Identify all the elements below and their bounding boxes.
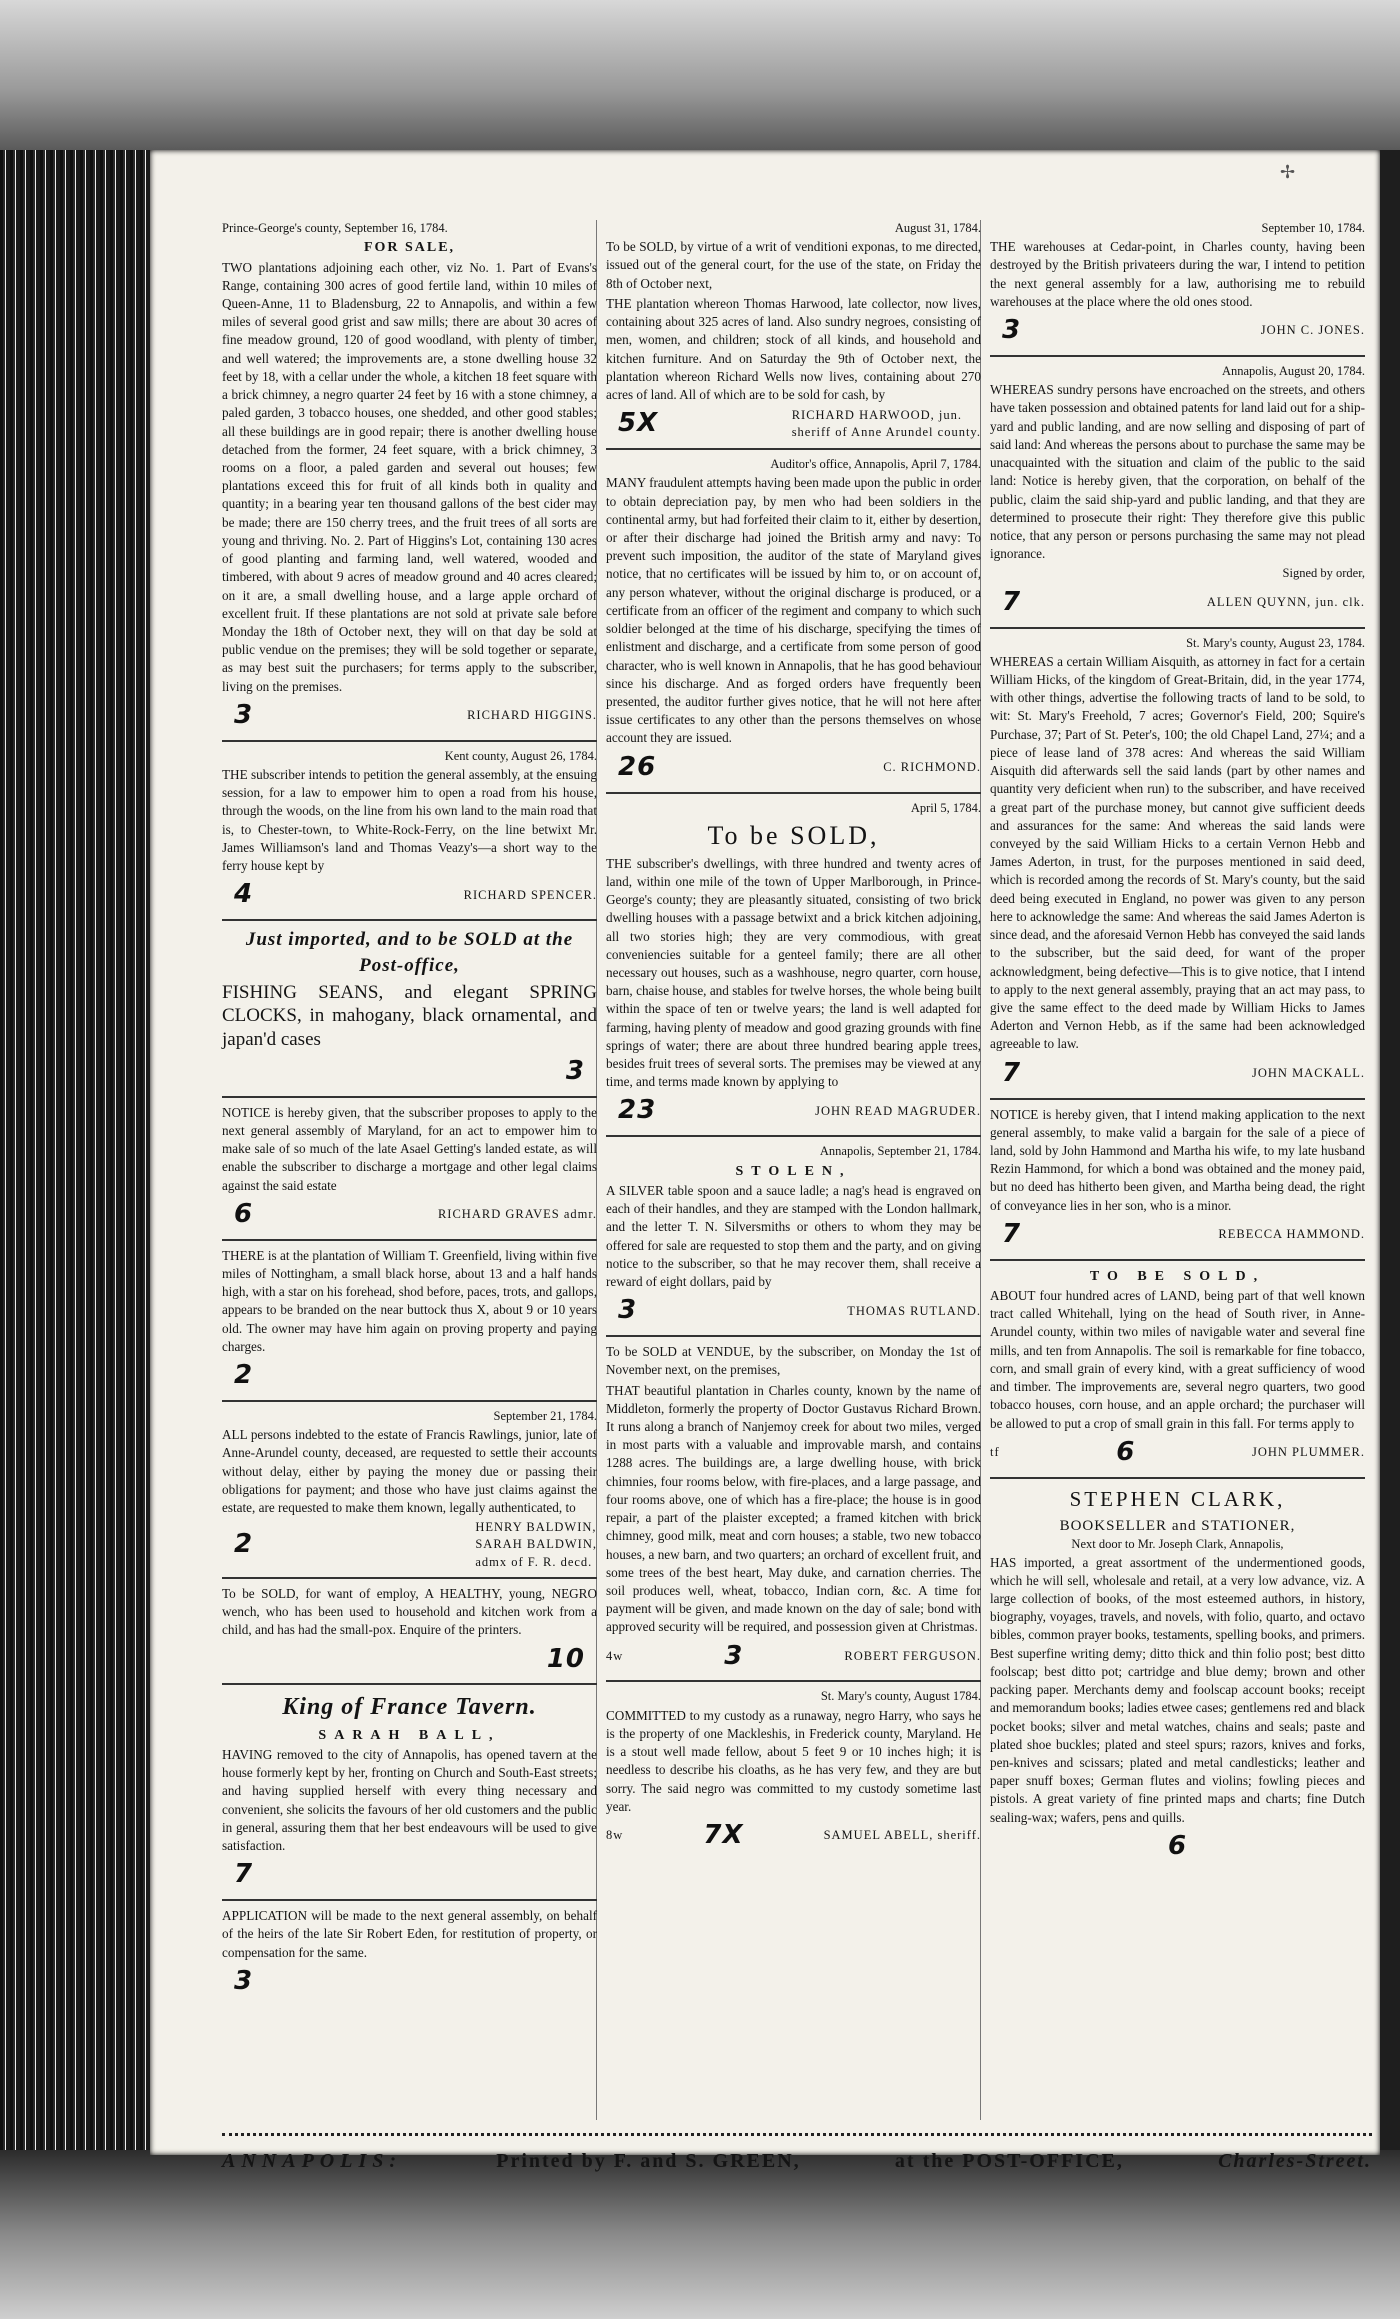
- ad-heading: STOLEN,: [735, 1163, 852, 1179]
- ad-abell: [606, 1688, 981, 1859]
- handwritten-mark: 23: [618, 1095, 657, 1126]
- ad-plummer: [990, 1267, 1365, 1479]
- ad-body: THE subscriber's dwellings, with three hundred and twenty acres of land, within one mile of the town of Upper Marlborough, in Prince-George's county; they are pleasantly situated, consisting of two brick dwelling houses with a passage betwixt and a brick kitchen adjoining, all two stories high; they are very commodious, with great conveniencies suitable for a genteel family; there are all other necessary out houses, such as a washhouse, negro quarter, corn house, barn, chaise house, and stables for twelve horses, the whole being built within the space of ten or twelve years; the land is well adapted for farming, having plenty of meadow and good grazing grounds with fine springs of water; there are about three hundred bearing apple trees, besides fruit trees of several sorts. The premises may be viewed at any time, and terms made known by applying to: [606, 855, 981, 1090]
- signature: JOHN PLUMMER.: [1251, 1445, 1365, 1460]
- signature: REBECCA HAMMOND.: [1218, 1227, 1365, 1242]
- dateline: August 31, 1784.: [894, 221, 981, 235]
- ad-body: COMMITTED to my custody as a runaway, negro Harry, who says he is the property of one Mackleshis, in Frederick county, Maryland. He is a stout well made fellow, about 5 feet 9 or 10 inches high; it is needless to describe his cloaths, as he has very few, and they are but sorry. The said negro was committed to my custody sometime last year.: [606, 1707, 981, 1814]
- book-spine: [0, 150, 150, 2170]
- ad-higgins: [222, 220, 597, 742]
- handwritten-mark: 7X: [703, 1820, 744, 1851]
- handwritten-mark: 3: [618, 1295, 638, 1326]
- ad-hammond: [990, 1106, 1365, 1261]
- signature: RICHARD GRAVES admr.: [437, 1207, 597, 1222]
- ad-spencer: [222, 748, 597, 921]
- signature: SARAH BALDWIN,: [475, 1537, 597, 1552]
- ad-clark: [990, 1485, 1365, 1871]
- ad-body: THAT beautiful plantation in Charles county, known by the name of Middleton, formerly the property of Doctor Gustavus Richard Brown. It runs along a branch of Nanjemoy creek for about two miles, verged in most parts with a valuable and improvable marsh, and contains 1288 acres. The buildings are, a large dwelling house, with brick chimnies, four rooms below, with fire-places, and a large passage, and four rooms above, one of which has a fire-place; the house is in good repair, a part of the plaister excepted; a framed kitchen with brick chimney, good milk, meat and corn houses; a stable, two new tobacco houses, a new barn, and two quarters; an orchard of excellent fruit, and some trees of the best heart, May duke, and carnation cherries. The soil produces well, wheat, tobacco, Indian corn, &c. A time for payment will be given, and made known on the day of sale; bond with approved security will be required, and possession given at Christmas.: [606, 1382, 981, 1635]
- ad-address: Next door to Mr. Joseph Clark, Annapolis,: [1071, 1537, 1284, 1552]
- ad-body: THERE is at the plantation of William T. Greenfield, living within five miles of Nottingham, a small black horse, about 13 and a half hands high, with a star on his forehead, shod before, paces, trots, and gallops, appears to be branded on the near buttock thus X, about 9 or 10 years old. The owner may have him again on proving property and paying charges.: [222, 1247, 597, 1354]
- ad-graves: [222, 1104, 597, 1241]
- imprint-footer: [222, 2150, 1372, 2173]
- ad-magruder: [606, 800, 981, 1138]
- footer-place: ANNAPOLIS:: [222, 2150, 403, 2172]
- ad-heading: To be SOLD,: [707, 820, 880, 850]
- ad-eden: [222, 1907, 597, 2006]
- ad-body: To be SOLD at VENDUE, by the subscriber, on Monday the 1st of November next, on the premises,: [606, 1344, 981, 1378]
- footer-location: at the POST-OFFICE,: [894, 2150, 1124, 2172]
- ad-body: To be SOLD, by virtue of a writ of venditioni exponas, to me directed, issued out of the general court, for the use of the state, on Friday the 8th of October next,: [606, 239, 981, 291]
- dateline: Annapolis, August 20, 1784.: [1221, 364, 1365, 378]
- signature: JOHN READ MAGRUDER.: [815, 1103, 981, 1118]
- ad-auditor: [606, 456, 981, 793]
- ad-body: APPLICATION will be made to the next general assembly, on behalf of the heirs of the late Sir Robert Eden, for restitution of property, or compensation for the same.: [222, 1908, 597, 1960]
- ad-heading: King of France Tavern.: [282, 1694, 537, 1721]
- handwritten-mark: 7: [1002, 1218, 1022, 1249]
- signature: sheriff of Anne Arundel county.: [791, 425, 981, 440]
- ad-baldwin: [222, 1408, 597, 1579]
- ad-heading: Just imported, and to be SOLD at the Post-office,: [245, 929, 574, 977]
- dateline: Kent county, August 26, 1784.: [444, 748, 597, 763]
- newspaper-page: [150, 150, 1380, 2172]
- ad-ferguson: [606, 1343, 981, 1682]
- signature: RICHARD HARWOOD, jun.: [791, 407, 962, 422]
- ad-mackall: [990, 635, 1365, 1100]
- signature: admx of F. R. decd.: [475, 1554, 593, 1569]
- dateline: St. Mary's county, August 23, 1784.: [1186, 635, 1365, 650]
- dateline: Annapolis, September 21, 1784.: [819, 1144, 981, 1159]
- dateline: Prince-George's county, September 16, 1784.: [222, 221, 448, 235]
- handwritten-mark: 3: [234, 1965, 254, 1996]
- ad-quynn: [990, 363, 1365, 629]
- ad-body: ABOUT four hundred acres of LAND, being part of that well known tract called Whitehall, lying on the head of South river, in Anne-Arundel county, within two miles of navigable water and several fine mills, and ten from Annapolis. The soil is remarkable for fine tobacco, corn, and small grain of every kind, with a great sufficiency of wood and timber. The improvements are, several negro quarters, two good tobacco houses, corn house, and an apple orchard; the purchaser will be allowed to put a crop of small grain in this fall. For terms apply to: [990, 1288, 1365, 1431]
- ad-body: HAS imported, a great assortment of the undermentioned goods, which he will sell, wholesale and retail, at a very low advance, viz. A large collection of books, of the most esteemed authors, in history, biography, voyages, travels, and novels, with folio, quarto, and octavo bibles, common prayer books, testaments, spelling books, and primers. Best superfine writing demy; ditto thick and thin folio post; best ditto foolscap; best ditto pot; cartridge and blue demy; brown and other packing paper. Merchants demy and foolscap account books; receipt and memorandum books; ladies etwee cases; gentlemens red and black pocket books; silver and metal watches, chains and seals; paste and plated shoe buckles; plated and steel spurs; razors, knives and forks, pen-knives and scissars; plated and metal candlesticks; leather and paper snuff boxes; German flutes and violins; fowling pieces and pistols. A great variety of fine printed maps and charts; fine Dutch sealing-wax; wafers, pens and quills.: [990, 1554, 1365, 1825]
- handwritten-mark: 4: [234, 879, 254, 910]
- signature: RICHARD HIGGINS.: [467, 708, 597, 723]
- ad-body: THE warehouses at Cedar-point, in Charles county, having been destroyed by the British privateers during the war, I intend to petition the next general assembly for a law, authorising me to rebuild warehouses at the place where the old ones stood.: [990, 239, 1365, 309]
- handwritten-mark: 7: [1002, 1057, 1022, 1088]
- ad-body: WHEREAS sundry persons have encroached on the streets, and others have taken possession and obtained patents for land laid out for a ship-yard and public landing, and are now selling and disposing of part of said land: And whereas the persons about to purchase the same may be unacquainted with the situation and claim of the public to the said land: Notice is hereby given, that the corporation, on behalf of the public, claim the said ship-yard and public landing, and that they are determined to prosecute their right: They therefore give this public notice, that any person or persons purchasing the same may not plead ignorance.: [990, 382, 1365, 562]
- handwritten-mark: 7: [1002, 586, 1022, 617]
- signature: C. RICHMOND.: [883, 759, 981, 774]
- signature: HENRY BALDWIN,: [475, 1520, 597, 1535]
- column-2: [606, 220, 981, 1866]
- footer-rule: [222, 2133, 1372, 2136]
- ad-body: WHEREAS a certain William Aisquith, as attorney in fact for a certain William Hicks, of the kingdom of Great-Britain, did, in the year 1774, with other things, advertise the following tracts of land to be sold, to wit: St. Mary's Freehold, 7 acres; Governor's Field, 200; Squire's Purchase, 37; Part of St. Peter's, 100; the old Chapel Land, 27¼; and a piece of lease land of 378 acres: And whereas the said William Aisquith did afterwards sell the said lands (part by other names and quantity very deficient when run) to the subscriber, and have received a great part of the purchase money, but cannot give sufficient deeds and assurances for the same: And whereas the said lands were conveyed by the said William Hicks to a certain Vernon Hebb and James Aderton, in trust, for the purposes mentioned in said deed, which is recorded among the records of St. Mary's county, but the said deed being executed in England, no power was given to any person here to acknowledge the same: And whereas the said James Aderton is since dead, and the aforesaid Vernon Hebb has conveyed the said lands to the subscriber, but the said deed, for want of the proper acknowledgment, being defective—This is to give notice, that I intend to apply to the next general assembly, praying that an act may pass, to give the same effect to the deed made by William Hicks to James Aderton and Vernon Hebb, as if the same had been acknowledged agreeable to law.: [990, 653, 1365, 1052]
- dateline: September 10, 1784.: [1261, 221, 1365, 235]
- ad-post-office: [222, 927, 597, 1098]
- ad-body: To be SOLD, for want of employ, A HEALTHY, young, NEGRO wench, who has been used to household and kitchen work from a child, and has had the small-pox. Enquire of the printers.: [222, 1585, 597, 1638]
- signed-by-order: Signed by order,: [1282, 566, 1365, 581]
- ad-body: NOTICE is hereby given, that I intend making application to the next general assembly, to make valid a bargain for the sale of a piece of land, sold by John Hammond and Martha his wife, to my late husband Rezin Hammond, for which a bond was obtained and the money paid, but no deed has hitherto been given, and Martha being dead, the right of conveyance lies in her son, who is a minor.: [990, 1106, 1365, 1213]
- ad-heading: STEPHEN CLARK,: [1069, 1486, 1286, 1511]
- signature: ALLEN QUYNN, jun. clk.: [1206, 595, 1365, 609]
- signature: ROBERT FERGUSON.: [844, 1648, 981, 1663]
- signature: RICHARD SPENCER.: [463, 887, 597, 902]
- ad-body: THE subscriber intends to petition the general assembly, at the ensuing session, for a law to empower him to open a road from his house, through the woods, on the line from his own land to the main road that is, to Chester-town, to White-Rock-Ferry, on the line betwixt Mr. James Williamson's land and Thomas Veazy's—a short way to the ferry house kept by: [222, 766, 597, 874]
- ad-harwood: [606, 220, 981, 450]
- ad-subheading: BOOKSELLER and STATIONER,: [1059, 1517, 1296, 1534]
- signature: THOMAS RUTLAND.: [847, 1303, 981, 1318]
- ad-body: HAVING removed to the city of Annapolis, has opened tavern at the house formerly kept by her, fronting on Church and South-East streets; and having supplied herself with every thing necessary and convenient, she solicits the favours of her old customers and the public in general, assuring them that her best endeavours will be used to give satisfaction.: [222, 1746, 597, 1853]
- dateline: April 5, 1784.: [910, 800, 981, 815]
- ad-negro-wench: [222, 1585, 597, 1686]
- ad-body: THE plantation whereon Thomas Harwood, late collector, now lives, containing about 325 acres of land. Also sundry negroes, consisting of men, women, and children; stock of all kinds, and household and kitchen furniture. And on Saturday the 9th of October next, the plantation whereon Richard Wells now lives, containing about 270 acres of land. All of which are to be sold for cash, by: [606, 295, 981, 402]
- background-bottom: [0, 2150, 1400, 2319]
- footer-street: Charles-Street.: [1218, 2150, 1372, 2172]
- handwritten-mark: 3: [565, 1055, 585, 1086]
- handwritten-mark: 26: [618, 751, 657, 782]
- ad-tavern: [222, 1691, 597, 1901]
- column-3: [990, 220, 1365, 1877]
- handwritten-mark: 6: [234, 1198, 254, 1229]
- handwritten-mark: 3: [1002, 315, 1022, 346]
- insertion-code: tf: [990, 1445, 1000, 1460]
- page-edge: [1380, 150, 1400, 2170]
- insertion-code: 8w: [606, 1828, 624, 1843]
- handwritten-mark: 2: [234, 1359, 254, 1390]
- handwritten-mark: 5X: [618, 408, 659, 439]
- handwritten-mark: 7: [234, 1859, 254, 1890]
- ad-body: NOTICE is hereby given, that the subscriber proposes to apply to the next general assembly of Maryland, for an act to empower him to make sale of so much of the late Asael Getting's landed estate, as will enable the subscriber to discharge a mortgage and other legal claims against the said estate: [222, 1104, 597, 1193]
- dateline: Auditor's office, Annapolis, April 7, 1784.: [770, 457, 981, 472]
- signature: JOHN C. JONES.: [1260, 323, 1365, 338]
- ad-subheading: SARAH BALL,: [318, 1727, 501, 1743]
- ad-body: A SILVER table spoon and a sauce ladle; a nag's head is engraved on each of their handles, and they are stamped with the London hallmark, and the letter T. N. Silversmiths or others to whom they may be offered for sale are requested to stop them and the party, and on giving notice to the subscriber, so that he may recover them, shall receive a reward of eight dollars, paid by: [606, 1182, 981, 1289]
- ad-body: ALL persons indebted to the estate of Francis Rawlings, junior, late of Anne-Arundel county, deceased, are requested to settle their accounts without delay, either by paying the money due or passing their obligations for payment; and those who have just claims against the estate, are requested to make them known, legally authenticated, to: [222, 1427, 597, 1515]
- ad-jones: [990, 220, 1365, 357]
- column-1: [222, 220, 597, 2012]
- ad-body: MANY fraudulent attempts having been made upon the public in order to obtain depreciation pay, by men who had been soldiers in the continental army, but had forfeited their claim to it, either by desertion, or after their discharge had joined the British army and navy: To prevent such imposition, the auditor of the state of Maryland gives notice, that no certificates will be issued by him to, or on account of, any person whatever, without the original discharge is produced, or a certificate from an officer of the regiment and company to which such soldier belonged at the time of his discharge, specifying the times of enlistment and discharge, and a certificate from some person of good character, who is well known in Annapolis, that he has good behaviour since his discharge. And as forged orders have frequently been presented, the auditor further gives notice, that he will not here after issue certificates to any other than the persons themselves on whose account they are issued.: [606, 475, 981, 746]
- handwritten-mark: 3: [724, 1640, 744, 1671]
- handwritten-mark: 10: [546, 1643, 585, 1674]
- signature: JOHN MACKALL.: [1252, 1065, 1365, 1080]
- ad-stray-horse: [222, 1247, 597, 1402]
- handwritten-mark: 6: [1167, 1830, 1188, 1861]
- footer-printer: Printed by F. and S. GREEN,: [496, 2150, 801, 2172]
- ad-heading: FOR SALE,: [363, 240, 456, 256]
- ad-body: TWO plantations adjoining each other, viz No. 1. Part of Evans's Range, containing 300 acres of good fertile land, within 10 miles of Queen-Anne, 11 to Bladensburg, 22 to Annapolis, and within a few miles of several good grist and saw mills; there are about 30 acres of fine meadow ground, 120 of good woodland, with plenty of timber, and well watered; the improvements are, a stone dwelling house 32 feet by 18, with a cellar under the whole, a kitchen 18 feet square with a brick chimney, a negro quarter 24 feet by 16 with a stone chimney, a paled garden, 3 tobacco houses, one shedded, and other good stables; all these buildings are in good repair; there is another dwelling house detached from the former, 24 feet square, with a brick chimney, 3 rooms on a floor, a paled garden and several out houses; few plantations exceed this for fruit of all kinds both in quality and quantity; in a bearing year ten thousand gallons of the best cider may be made; there are 150 cherry trees, and the fruit trees of all sorts are young and thriving. No. 2. Part of Higgins's Lot, containing 130 acres of good planting and farming land, well watered, wooded and timbered, with about 9 acres of meadow ground and 40 acres cleared; on it are, a small dwelling house, and a large apple orchard of excellent fruit. If these plantations are not sold at private sale before Monday the 18th of October next, they will on that day be sold at public vendue on the premises; they will be sold together or separate, as may best suit the purchasers; for terms apply to the subscriber, living on the premises.: [222, 259, 597, 694]
- signature: SAMUEL ABELL, sheriff.: [823, 1828, 981, 1843]
- ad-body: FISHING SEANS, and elegant SPRING CLOCKS, in mahogany, black ornamental, and japan'd cases: [222, 981, 597, 1051]
- insertion-code: 4w: [606, 1648, 624, 1663]
- handwritten-mark: 2: [234, 1529, 254, 1560]
- ad-heading: TO BE SOLD,: [1089, 1268, 1266, 1284]
- corner-mark-icon: ✢: [1280, 162, 1296, 183]
- handwritten-mark: 6: [1116, 1436, 1136, 1467]
- background-top: [0, 0, 1400, 150]
- dateline: September 21, 1784.: [493, 1408, 597, 1423]
- handwritten-mark: 3: [234, 699, 254, 730]
- dateline: St. Mary's county, August 1784.: [820, 1689, 981, 1704]
- ad-stolen: [606, 1143, 981, 1337]
